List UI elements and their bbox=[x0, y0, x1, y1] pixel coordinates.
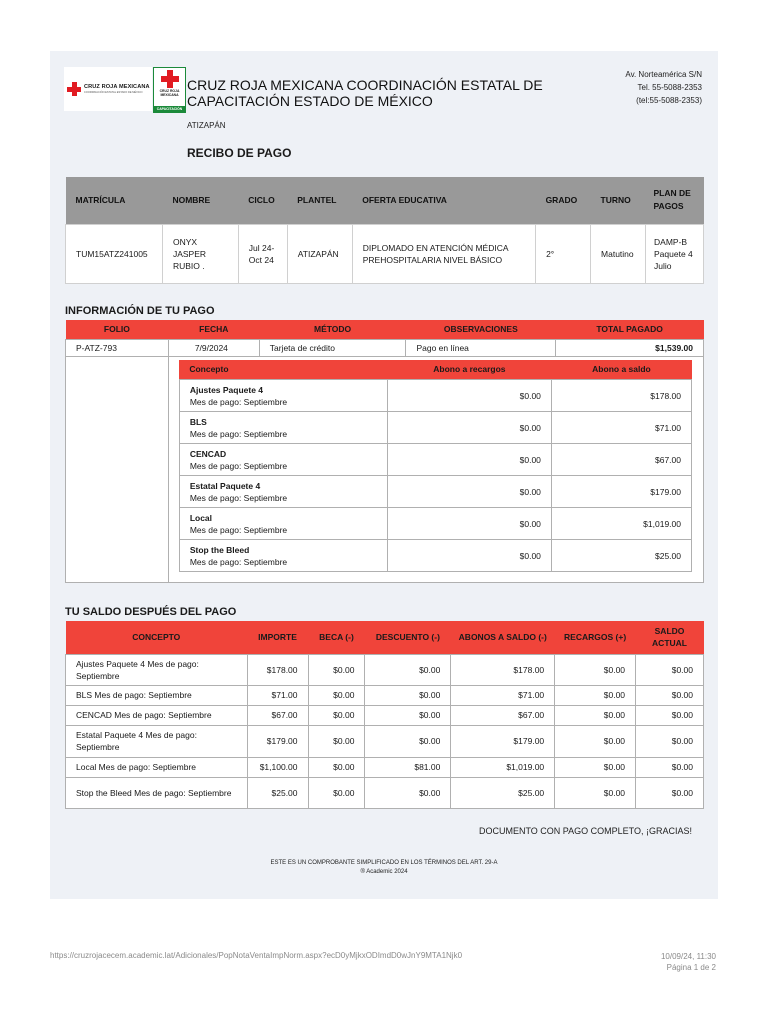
concept-cell bbox=[179, 380, 387, 412]
address-block bbox=[625, 68, 702, 107]
cell-concepto: Estatal Paquete 4 Mes de pago: Septiembre bbox=[66, 725, 248, 757]
legal-notice bbox=[50, 859, 718, 877]
col-header-recargos: RECARGOS (+) bbox=[555, 621, 636, 654]
concept-cell bbox=[179, 508, 387, 540]
cell-descuento: $0.00 bbox=[365, 685, 451, 705]
red-cross-icon bbox=[161, 70, 179, 88]
print-footer-url: https://cruzrojacecem.academic.lat/Adicionales/PopNotaVentaImpNorm.aspx?ecD0yMjkxODImdD0wJnY9MTA1Njk0 bbox=[50, 951, 463, 960]
copyright-line: ® Academic 2024 bbox=[360, 869, 408, 875]
table-row bbox=[66, 705, 704, 725]
table-row bbox=[66, 725, 704, 757]
cell-importe: $25.00 bbox=[247, 777, 308, 808]
cell-saldo: $0.00 bbox=[636, 757, 704, 777]
concept-month: Mes de pago: Septiembre bbox=[189, 492, 288, 503]
concept-month: Mes de pago: Septiembre bbox=[189, 428, 288, 439]
logo-subtext: COORDINACIÓN ESTATAL ESTADO DE MÉXICO bbox=[84, 91, 143, 94]
cell-saldo: $0.00 bbox=[636, 685, 704, 705]
cell-abono-recargos: $0.00 bbox=[387, 380, 551, 412]
col-header-fecha: FECHA bbox=[168, 320, 259, 339]
balance-section-title: TU SALDO DESPUÉS DEL PAGO bbox=[65, 606, 237, 618]
table-row bbox=[66, 685, 704, 705]
cell-recargos: $0.00 bbox=[555, 685, 636, 705]
col-header-metodo: MÉTODO bbox=[259, 320, 406, 339]
cell-beca: $0.00 bbox=[308, 705, 365, 725]
payment-section-title: INFORMACIÓN DE TU PAGO bbox=[65, 305, 215, 317]
payment-info-table bbox=[65, 320, 704, 583]
city-label: ATIZAPÁN bbox=[187, 121, 226, 130]
cell-saldo: $0.00 bbox=[636, 654, 704, 685]
table-row bbox=[66, 339, 704, 356]
cell-importe: $178.00 bbox=[247, 654, 308, 685]
cell-ciclo: Jul 24-Oct 24 bbox=[238, 224, 287, 283]
cell-metodo: Tarjeta de crédito bbox=[259, 339, 406, 356]
cell-beca: $0.00 bbox=[308, 725, 365, 757]
cell-descuento: $0.00 bbox=[365, 654, 451, 685]
cell-beca: $0.00 bbox=[308, 777, 365, 808]
cap-logo-text: CRUZ ROJA MEXICANA bbox=[159, 89, 180, 97]
cell-abono-saldo: $1,019.00 bbox=[551, 508, 691, 540]
student-info-table bbox=[65, 177, 704, 284]
address-line: Av. Norteamérica S/N bbox=[625, 70, 702, 79]
cell-concepto: Ajustes Paquete 4 Mes de pago: Septiembre bbox=[66, 654, 248, 685]
payment-complete-message: DOCUMENTO CON PAGO COMPLETO, ¡GRACIAS! bbox=[478, 826, 692, 836]
col-header-total: TOTAL PAGADO bbox=[556, 320, 704, 339]
cell-concepto: Local Mes de pago: Septiembre bbox=[66, 757, 248, 777]
cell-recargos: $0.00 bbox=[555, 777, 636, 808]
cell-saldo: $0.00 bbox=[636, 725, 704, 757]
cell-abono-recargos: $0.00 bbox=[387, 412, 551, 444]
cell-grado: 2° bbox=[536, 224, 591, 283]
payment-concepts-table bbox=[179, 360, 692, 573]
col-header-abono-saldo: Abono a saldo bbox=[551, 360, 691, 380]
col-header-oferta: OFERTA EDUCATIVA bbox=[352, 177, 535, 224]
table-header-row bbox=[66, 320, 704, 339]
cell-concepto: Stop the Bleed Mes de pago: Septiembre bbox=[66, 777, 248, 808]
cell-abonos: $67.00 bbox=[451, 705, 555, 725]
cell-recargos: $0.00 bbox=[555, 705, 636, 725]
col-header-abonos: ABONOS A SALDO (-) bbox=[451, 621, 555, 654]
cell-beca: $0.00 bbox=[308, 654, 365, 685]
cell-abono-saldo: $67.00 bbox=[551, 444, 691, 476]
col-header-grado: GRADO bbox=[536, 177, 591, 224]
col-header-descuento: DESCUENTO (-) bbox=[365, 621, 451, 654]
cell-abono-saldo: $178.00 bbox=[551, 380, 691, 412]
cell-importe: $1,100.00 bbox=[247, 757, 308, 777]
col-header-nombre: NOMBRE bbox=[162, 177, 238, 224]
cell-recargos: $0.00 bbox=[555, 757, 636, 777]
concept-name: Estatal Paquete 4 bbox=[189, 480, 261, 491]
col-header-abono-recargos: Abono a recargos bbox=[387, 360, 551, 380]
receipt-title: RECIBO DE PAGO bbox=[187, 146, 292, 160]
cell-descuento: $0.00 bbox=[365, 705, 451, 725]
blank-cell bbox=[66, 356, 169, 582]
table-row bbox=[179, 380, 691, 412]
table-row bbox=[179, 412, 691, 444]
col-header-saldo: SALDO ACTUAL bbox=[636, 621, 704, 654]
cap-logo-band: CAPACITACIÓN bbox=[154, 106, 185, 112]
col-header-plan: PLAN DE PAGOS bbox=[646, 177, 704, 224]
cell-abono-saldo: $25.00 bbox=[551, 540, 691, 572]
cell-abonos: $25.00 bbox=[451, 777, 555, 808]
cell-saldo: $0.00 bbox=[636, 705, 704, 725]
cell-abono-recargos: $0.00 bbox=[387, 540, 551, 572]
cell-abono-recargos: $0.00 bbox=[387, 444, 551, 476]
col-header-beca: BECA (-) bbox=[308, 621, 365, 654]
table-row bbox=[66, 224, 704, 283]
concept-name: Local bbox=[189, 512, 213, 523]
cell-concepto: BLS Mes de pago: Septiembre bbox=[66, 685, 248, 705]
cell-beca: $0.00 bbox=[308, 757, 365, 777]
table-header-row bbox=[66, 621, 704, 654]
logo-text: CRUZ ROJA MEXICANA bbox=[84, 84, 150, 90]
capacitacion-logo bbox=[153, 67, 186, 113]
phone-link[interactable]: (tel:55-5088-2353) bbox=[636, 96, 702, 105]
cell-oferta: DIPLOMADO EN ATENCIÓN MÉDICA PREHOSPITALARIA NIVEL BÁSICO bbox=[352, 224, 535, 283]
col-header-concepto: Concepto bbox=[179, 360, 387, 380]
col-header-turno: TURNO bbox=[591, 177, 646, 224]
cell-abonos: $179.00 bbox=[451, 725, 555, 757]
concept-month: Mes de pago: Septiembre bbox=[189, 396, 288, 407]
table-row bbox=[66, 777, 704, 808]
col-header-plantel: PLANTEL bbox=[287, 177, 352, 224]
cell-total: $1,539.00 bbox=[556, 339, 704, 356]
cell-folio: P-ATZ-793 bbox=[66, 339, 169, 356]
print-datetime: 10/09/24, 11:30 bbox=[660, 952, 716, 961]
concept-cell bbox=[179, 476, 387, 508]
concept-cell bbox=[179, 412, 387, 444]
cell-recargos: $0.00 bbox=[555, 725, 636, 757]
concept-name: Stop the Bleed bbox=[189, 544, 250, 555]
table-row bbox=[179, 540, 691, 572]
table-row bbox=[66, 654, 704, 685]
legal-line: ESTE ES UN COMPROBANTE SIMPLIFICADO EN LOS TÉRMINOS DEL ART. 29-A bbox=[270, 860, 498, 866]
col-header-matricula: MATRÍCULA bbox=[66, 177, 163, 224]
cell-abono-saldo: $179.00 bbox=[551, 476, 691, 508]
cell-plantel: ATIZAPÁN bbox=[287, 224, 352, 283]
col-header-ciclo: CICLO bbox=[238, 177, 287, 224]
col-header-concepto: CONCEPTO bbox=[66, 621, 248, 654]
concept-name: BLS bbox=[189, 416, 207, 427]
cell-beca: $0.00 bbox=[308, 685, 365, 705]
col-header-observaciones: OBSERVACIONES bbox=[406, 320, 556, 339]
cell-turno: Matutino bbox=[591, 224, 646, 283]
cell-abono-recargos: $0.00 bbox=[387, 476, 551, 508]
concepts-wrapper bbox=[168, 356, 703, 582]
concept-month: Mes de pago: Septiembre bbox=[189, 460, 288, 471]
col-header-importe: IMPORTE bbox=[247, 621, 308, 654]
cell-abonos: $178.00 bbox=[451, 654, 555, 685]
cell-concepto: CENCAD Mes de pago: Septiembre bbox=[66, 705, 248, 725]
cell-importe: $179.00 bbox=[247, 725, 308, 757]
table-row bbox=[179, 444, 691, 476]
cell-recargos: $0.00 bbox=[555, 654, 636, 685]
balance-table bbox=[65, 621, 704, 809]
cell-plan: DAMP-B Paquete 4 Julio bbox=[646, 224, 704, 283]
cell-descuento: $0.00 bbox=[365, 777, 451, 808]
cell-fecha: 7/9/2024 bbox=[168, 339, 259, 356]
concept-cell bbox=[179, 540, 387, 572]
concept-cell bbox=[179, 444, 387, 476]
cell-importe: $71.00 bbox=[247, 685, 308, 705]
print-footer-meta bbox=[661, 951, 716, 973]
cell-abonos: $1,019.00 bbox=[451, 757, 555, 777]
concept-month: Mes de pago: Septiembre bbox=[189, 524, 288, 535]
organization-title: CRUZ ROJA MEXICANA COORDINACIÓN ESTATAL DE CAPACITACIÓN ESTADO DE MÉXICO bbox=[187, 77, 543, 109]
cell-abonos: $71.00 bbox=[451, 685, 555, 705]
table-header-row bbox=[179, 360, 691, 380]
cell-matricula: TUM15ATZ241005 bbox=[66, 224, 163, 283]
cell-descuento: $0.00 bbox=[365, 725, 451, 757]
concepts-row bbox=[66, 356, 704, 582]
cell-observaciones: Pago en línea bbox=[406, 339, 556, 356]
table-row bbox=[179, 476, 691, 508]
col-header-folio: FOLIO bbox=[66, 320, 169, 339]
table-header-row bbox=[66, 177, 704, 224]
cell-abono-recargos: $0.00 bbox=[387, 508, 551, 540]
concept-name: Ajustes Paquete 4 bbox=[189, 384, 264, 395]
concept-month: Mes de pago: Septiembre bbox=[189, 556, 288, 567]
concept-name: CENCAD bbox=[189, 448, 227, 459]
cell-importe: $67.00 bbox=[247, 705, 308, 725]
red-cross-icon bbox=[67, 82, 81, 96]
cell-saldo: $0.00 bbox=[636, 777, 704, 808]
table-row bbox=[179, 508, 691, 540]
table-row bbox=[66, 757, 704, 777]
cruz-roja-logo bbox=[64, 67, 152, 111]
cell-descuento: $81.00 bbox=[365, 757, 451, 777]
phone-line: Tel. 55-5088-2353 bbox=[637, 83, 702, 92]
cell-nombre: ONYX JASPER RUBIO . bbox=[162, 224, 238, 283]
cell-abono-saldo: $71.00 bbox=[551, 412, 691, 444]
page-number: Página 1 de 2 bbox=[666, 963, 716, 972]
